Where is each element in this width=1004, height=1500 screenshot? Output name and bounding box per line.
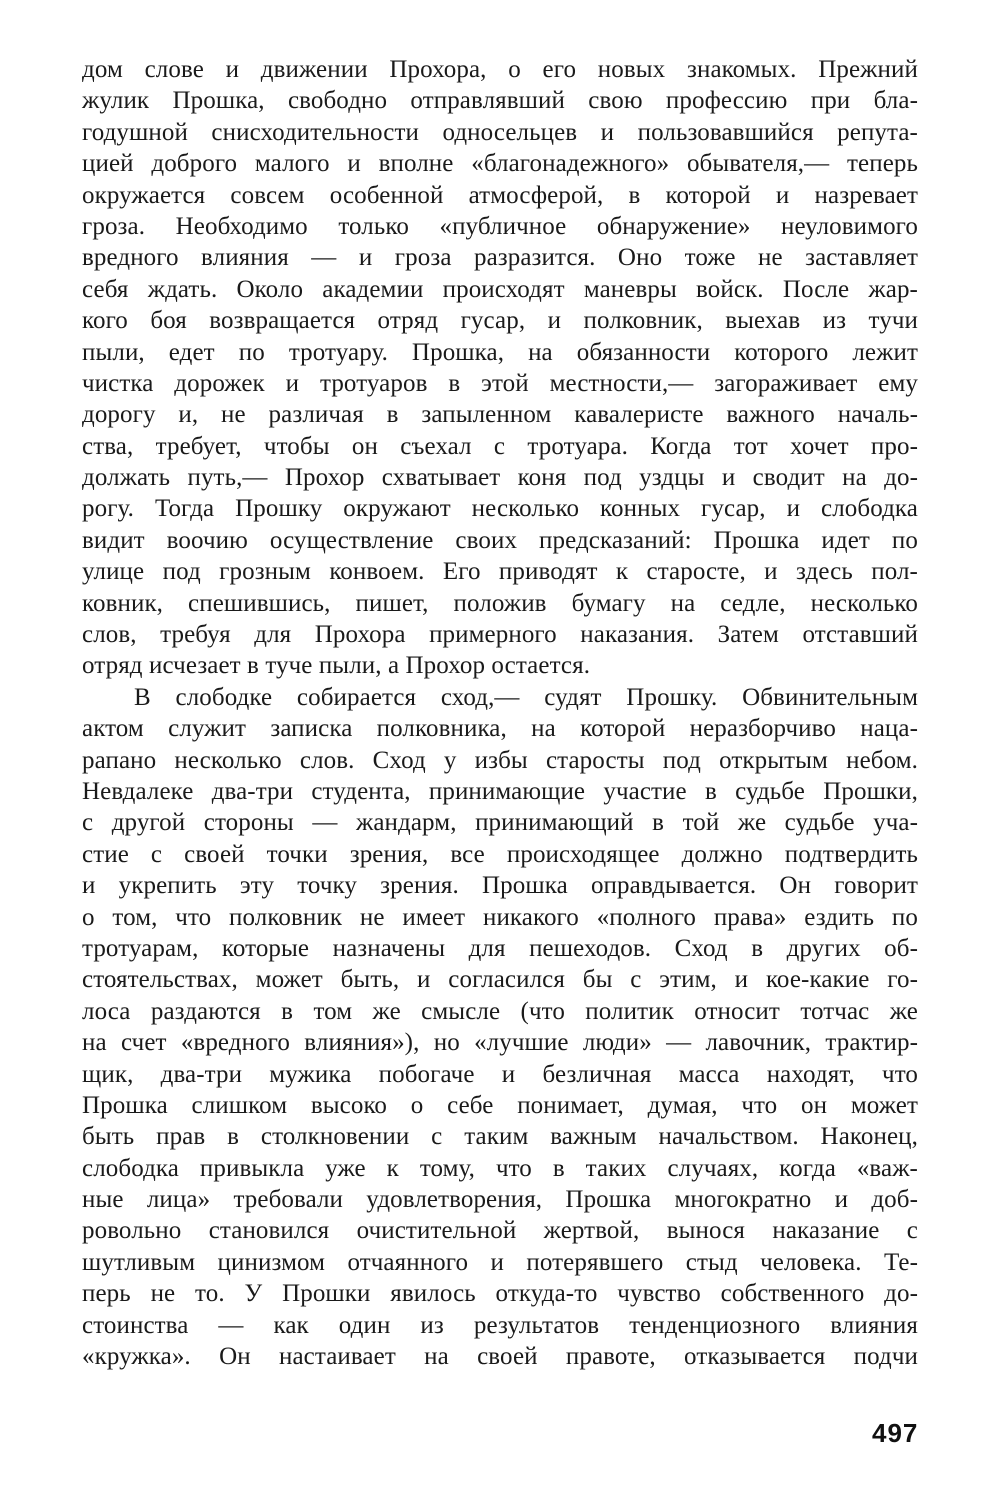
text-line: «кружка». Он настаивает на своей правоте, отказывается подчи (82, 1343, 918, 1371)
text-line: вредного влияния — и гроза разразится. Оно тоже не заставляет (82, 244, 918, 272)
text-line: дорогу и, не различая в запыленном кавалеристе важного началь- (82, 401, 918, 429)
text-line: пыли, едет по тротуару. Прошка, на обязанности которого лежит (82, 338, 918, 366)
text-line: слов, требуя для Прохора примерного наказания. Затем отставший (82, 621, 918, 649)
text-line: стие с своей точки зрения, все происходящее должно подтвердить (82, 840, 918, 868)
text-line: цией доброго малого и вполне «благонадежного» обывателя,— теперь (82, 150, 918, 178)
text-line: гроза. Необходимо только «публичное обнаружение» неуловимого (82, 212, 918, 240)
text-line: лоса раздаются в том же смысле (что политик относит тотчас же (82, 997, 918, 1025)
page-text (82, 54, 918, 1372)
text-line: рапано несколько слов. Сход у избы старосты под открытым небом. (82, 746, 918, 774)
text-line: стоятельствах, может быть, и согласился бы с этим, и кое-какие го- (82, 966, 918, 994)
text-line: тротуарам, которые назначены для пешеходов. Сход в других об- (82, 934, 918, 962)
text-line: шутливым цинизмом отчаянного и потерявшего стыд человека. Те- (82, 1248, 918, 1276)
text-line: быть прав в столкновении с таким важным начальством. Наконец, (82, 1123, 918, 1151)
text-line: должать путь,— Прохор схватывает коня под уздцы и сводит на до- (82, 464, 918, 492)
paragraph (82, 54, 918, 682)
text-line: и укрепить эту точку зрения. Прошка оправдывается. Он говорит (82, 872, 918, 900)
text-line: отряд исчезает в туче пыли, а Прохор остается. (82, 652, 591, 680)
text-line: чистка дорожек и тротуаров в этой местности,— загораживает ему (82, 369, 918, 397)
text-line: о том, что полковник не имеет никакого «полного права» ездить по (82, 903, 918, 931)
text-line: ства, требует, чтобы он съехал с тротуара. Когда тот хочет про- (82, 432, 918, 460)
text-line: ковник, спешившись, пишет, положив бумагу на седле, несколько (82, 589, 918, 617)
text-line: кого боя возвращается отряд гусар, и полковник, выехав из тучи (82, 307, 918, 335)
page-number: 497 (872, 1418, 919, 1448)
text-line: ровольно становился очистительной жертвой, вынося наказание с (82, 1217, 918, 1245)
text-line: Невдалеке два-три студента, принимающие участие в судьбе Прошки, (82, 777, 918, 805)
text-line: перь не то. У Прошки явилось откуда-то чувство собственного до- (82, 1280, 918, 1308)
text-line: дом слове и движении Прохора, о его новых знакомых. Прежний (82, 56, 918, 83)
text-line: годушной снисходительности односельцев и пользовавшийся репута- (82, 118, 918, 146)
text-line: стоинства — как один из результатов тенденциозного влияния (82, 1311, 918, 1339)
text-line: с другой стороны — жандарм, принимающий в той же судьбе уча- (82, 809, 918, 837)
text-line: жулик Прошка, свободно отправлявший свою профессию при бла- (82, 87, 918, 115)
text-line: актом служит записка полковника, на которой неразборчиво наца- (82, 715, 918, 743)
text-line: рогу. Тогда Прошку окружают несколько конных гусар, и слободка (82, 495, 918, 523)
text-line: Прошка слишком высоко о себе понимает, думая, что он может (82, 1091, 918, 1119)
text-line: слободка привыкла уже к тому, что в таких случаях, когда «важ- (82, 1154, 918, 1182)
text-line: улице под грозным конвоем. Его приводят к старосте, и здесь пол- (82, 558, 918, 586)
text-line: щик, два-три мужика побогаче и безличная масса находят, что (82, 1060, 918, 1088)
text-line: видит воочию осуществление своих предсказаний: Прошка идет по (82, 526, 918, 554)
text-line: на счет «вредного влияния»), но «лучшие люди» — лавочник, трактир- (82, 1029, 918, 1057)
paragraph (82, 682, 918, 1373)
text-line: В слободке собирается сход,— судят Прошку. Обвинительным (134, 683, 918, 711)
text-line: ные лица» требовали удовлетворения, Прошка многократно и доб- (82, 1186, 918, 1214)
text-line: себя ждать. Около академии происходят маневры войск. После жар- (82, 275, 918, 303)
text-line: окружается совсем особенной атмосферой, в которой и назревает (82, 181, 918, 209)
